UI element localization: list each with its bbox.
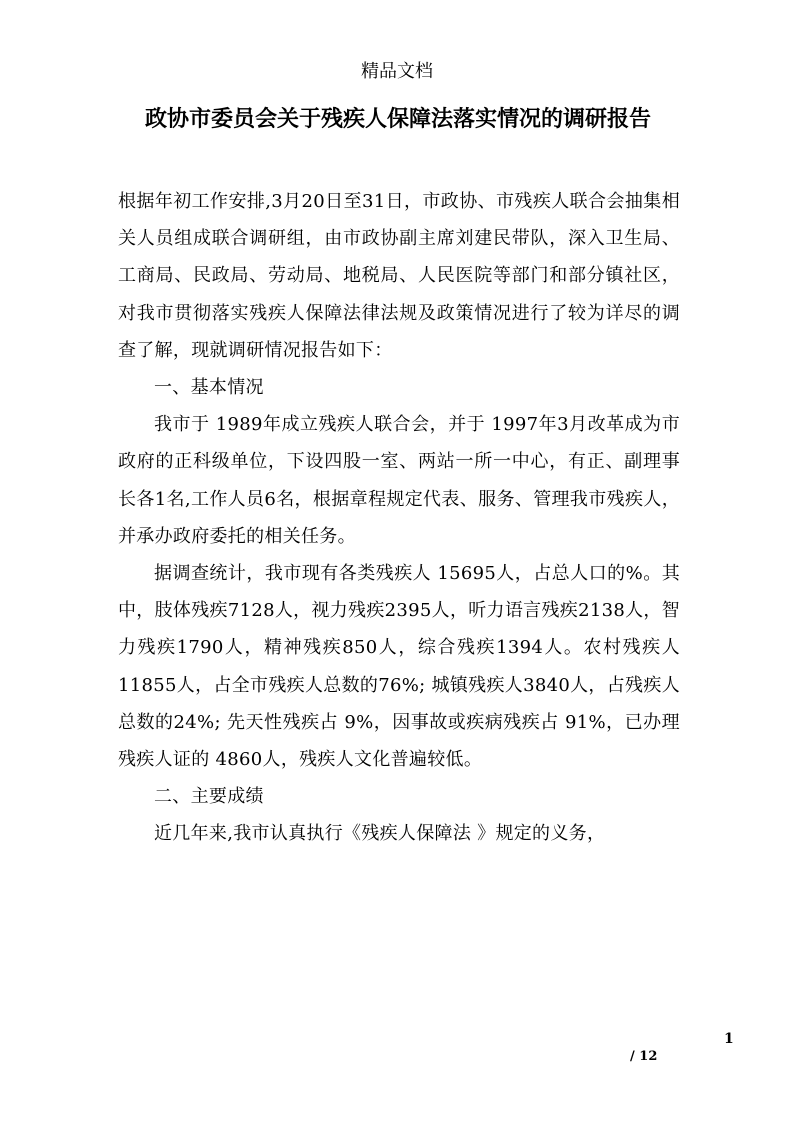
paragraph-achievements-1: 近几年来,我市认真执行《残疾人保障法 》规定的义务， <box>154 823 606 845</box>
paragraph-basic-1: 我市于 1989年成立残疾人联合会，并于 1997年3月改革成为市政府的正科级单位，下设四股一室、两站一所一中心，有正、副理事长各1名,工作人员6名，根据章程规定代表、服务、管理我市残疾人，并承办政府委托的相关任务。 <box>118 414 680 547</box>
document-title: 政协市委员会关于残疾人保障法落实情况的调研报告 <box>144 106 651 132</box>
paragraph-basic-2: 据调查统计，我市现有各类残疾人 15695人，占总人口的%。其中，肢体残疾7128人，视力残疾2395人，听力语言残疾2138人，智力残疾1790人，精神残疾850人，综合残疾1394人。农村残疾人 11855人，占全市残疾人总数的76%; 城镇残疾人3840人，占残疾人总数的24%; 先天性残疾占 9%，因事故或疾病残疾占 91%，已办理残疾人证的 4860人，残疾人文化普遍较低。 <box>118 563 680 771</box>
document-body <box>118 183 680 853</box>
page-number: 1 <box>724 1031 734 1047</box>
section-heading-achievements: 二、主要成绩 <box>154 786 264 808</box>
section-heading-basic: 一、基本情况 <box>154 377 264 399</box>
paragraph-intro: 根据年初工作安排,3月20日至31日，市政协、市残疾人联合会抽集相关人员组成联合调研组，由市政协副主席刘建民带队，深入卫生局、工商局、民政局、劳动局、地税局、人民医院等部门和部分镇社区，对我市贯彻落实残疾人保障法律法规及政策情况进行了较为详尽的调查了解，现就调研情况报告如下： <box>118 191 680 361</box>
document-header-label: 精品文档 <box>361 61 433 82</box>
page-total: / 12 <box>630 1049 658 1064</box>
